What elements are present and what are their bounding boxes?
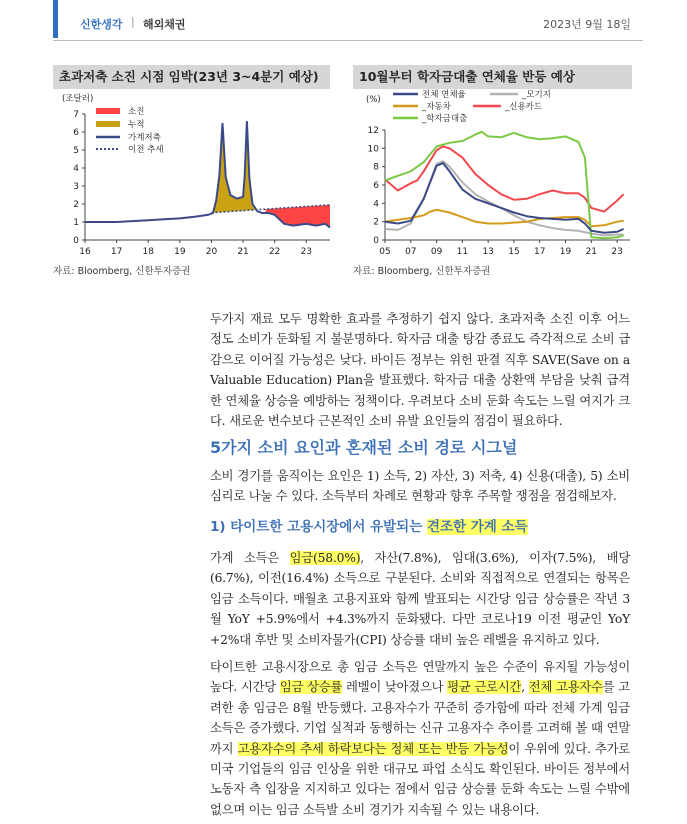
para4-text-5: 이 우위에 있다. 추가로 미국 기업들의 임금 인상을 위한 대규모 파업 소식도 확인된다. 바이든 정부에서 노동자 측 입장을 지지하고 있다는 점에서 임금 상승률 둔화 속도는 느릴 수밖에 없으며 이는 임금 소득발 소비 경기가 지속될 수 있는 내용이다. (210, 741, 630, 817)
para4-text-4: 를 고려한 총 임금은 8월 반등했다. 고용자수가 꾸준히 증가함에 따라 전체 가계 임금 소득은 증가했다. 기업 실적과 동행하는 신규 고용자수 추이를 고려해 볼 때 연말까지 (210, 680, 630, 756)
y-tick-label: 8 (373, 162, 379, 173)
y-tick-label: 7 (73, 110, 79, 120)
legend-label-total: 전체 연체율 (422, 90, 466, 100)
section-heading: 5가지 소비 요인과 혼재된 소비 경로 시그널 (210, 438, 518, 457)
x-tick-label: 05 (379, 247, 391, 257)
page-header (0, 0, 687, 44)
x-tick-label: 21 (585, 247, 598, 257)
chart1-areas (209, 125, 330, 227)
paragraph-2: 소비 경기를 움직이는 요인은 1) 소득, 2) 자산, 3) 저축, 4) 신용(대출), 5) 소비 심리로 나눌 수 있다. 소득부터 차례로 현황과 향후 주목할 쟁점을 점검해보자. (210, 469, 630, 504)
para4-text-1: 타이트한 고용시장으로 총 임금 소득은 연말까지 높은 수준이 유지될 가능성이 높다. 시간당 (210, 660, 630, 695)
subsection-heading-highlight: 견조한 가계 소득 (426, 519, 528, 535)
paragraph-4 (210, 657, 630, 820)
chart2-source: 자료: Bloomberg, 신한투자증권 (353, 266, 491, 277)
paragraph-3 (210, 548, 630, 650)
para3-highlight-1: 임금(58.0%) (289, 551, 361, 565)
header-divider (53, 40, 643, 41)
y-tick-label: 2 (373, 217, 379, 228)
x-tick-label: 09 (430, 247, 443, 257)
legend-label-depletion: 소진 (128, 107, 145, 117)
legend-label-prior-trend: 이전 추세 (128, 145, 164, 155)
chart1-y-unit: (조달러) (62, 94, 94, 104)
brand-label: 신한생각 (80, 18, 123, 31)
y-tick-label: 10 (367, 144, 379, 155)
y-tick-label: 4 (73, 164, 79, 174)
subsection-heading-prefix: 1) 타이트한 고용시장에서 유발되는 (210, 519, 427, 535)
x-tick-label: 17 (110, 247, 123, 257)
legend-swatch-accumulation (96, 121, 120, 127)
chart2-delinquency-rates (348, 90, 638, 260)
para4-text-3: , (521, 680, 529, 695)
category-label: 해외채권 (143, 18, 186, 31)
x-tick-label: 19 (174, 247, 186, 257)
x-tick-label: 15 (508, 247, 520, 257)
chart1-title: 초과저축 소진 시점 임박(23년 3~4분기 예상) (53, 65, 330, 89)
legend-swatch-depletion (96, 108, 120, 114)
chart2-legend (393, 89, 551, 124)
labor-paragraph (210, 657, 630, 820)
para4-highlight-2: 평균 근로시간 (447, 680, 522, 695)
para4-highlight-4: 고용자수의 추세 하락보다는 정체 또는 반등 가능성 (237, 741, 509, 756)
para3-text-1: 가계 소득은 (210, 551, 290, 565)
para3-text-2: , 자산(7.8%), 임대(3.6%), 이자(7.5%), 배당(6.7%), 이전(16.4%) 소득으로 구분된다. 소비와 직접적으로 연결되는 항목은 임금 소득이다. 매월초 고용지표와 함께 발표되는 시간당 임금 상승률은 작년 3월 YoY +5.9%에서 +4.3%까지 둔화됐다. 다만 코로나19 이전 평균인 YoY +2%대 후반 및 소비자물가(CPI) 상승률 대비 높은 레벨을 유지하고 있다. (210, 551, 631, 647)
x-tick-label: 23 (611, 247, 623, 257)
income-paragraph (210, 548, 630, 650)
chart1-legend (96, 106, 164, 155)
y-tick-label: 0 (73, 236, 79, 246)
header-separator: | (131, 15, 135, 28)
legend-label-credit-card: _신용카드 (505, 102, 543, 112)
chart2-lines (385, 132, 624, 238)
y-tick-label: 2 (73, 200, 79, 210)
intro-paragraph (210, 309, 630, 431)
y-tick-label: 5 (73, 146, 79, 156)
chart1-source: 자료: Bloomberg, 신한투자증권 (53, 266, 191, 277)
y-tick-label: 4 (373, 199, 379, 210)
chart1-ticks (73, 110, 312, 257)
legend-label-accumulation: 누적 (128, 120, 145, 130)
y-tick-label: 6 (373, 181, 379, 191)
x-tick-label: 23 (300, 247, 313, 257)
y-tick-label: 12 (367, 126, 379, 136)
para4-highlight-3: 전체 고용자수 (528, 680, 603, 695)
report-date: 2023년 9월 18일 (543, 18, 631, 31)
line-auto (385, 210, 624, 227)
chart2-y-unit: (%) (366, 95, 381, 105)
factors-paragraph (210, 466, 630, 507)
y-tick-label: 6 (73, 128, 79, 138)
x-tick-label: 20 (205, 247, 218, 257)
legend-label-student-loan: _학자금대출 (422, 114, 468, 124)
legend-label-household-savings: 가계저축 (128, 133, 161, 143)
y-tick-label: 3 (73, 182, 79, 192)
x-tick-label: 13 (482, 247, 494, 257)
chart1-excess-savings (48, 90, 338, 260)
paragraph-1: 두가지 재료 모두 명확한 효과를 추정하기 쉽지 않다. 초과저축 소진 이후 어느 정도 소비가 둔화될 지 불분명하다. 학자금 대출 탕감 종료도 즉각적으로 소비 급감으로 이어질 가능성은 낮다. 바이든 정부는 위헌 판결 직후 SAVE(Save on a Valuable Education) Plan을 발표했다. 학자금 대출 상환액 부담을 낮춰 급격한 연체율 상승을 예방하는 정책이다. 우려보다 소비 둔화 속도는 느릴 여지가 크다. 새로운 변수보다 근본적인 소비 유발 요인들의 점검이 필요하다. (210, 312, 630, 429)
legend-label-mortgage: _모기지 (522, 90, 551, 100)
chart2-title: 10월부터 학자금대출 연체율 반등 예상 (353, 65, 632, 89)
para4-text-2: 레벨이 낮아졌으나 (342, 680, 448, 695)
x-tick-label: 18 (142, 247, 154, 257)
x-tick-label: 11 (456, 247, 469, 257)
x-tick-label: 17 (534, 247, 546, 257)
x-tick-label: 19 (559, 247, 572, 257)
legend-label-auto: _자동차 (422, 102, 451, 112)
x-tick-label: 21 (237, 247, 249, 257)
subsection-heading (210, 515, 528, 535)
x-tick-label: 22 (268, 247, 281, 257)
chart2-ticks (368, 126, 623, 257)
x-tick-label: 07 (405, 247, 417, 257)
para4-highlight-1: 임금 상승률 (279, 680, 343, 695)
y-tick-label: 0 (373, 236, 379, 246)
y-tick-label: 1 (73, 218, 79, 228)
x-tick-label: 16 (79, 247, 91, 257)
header-accent-bar (53, 0, 58, 38)
